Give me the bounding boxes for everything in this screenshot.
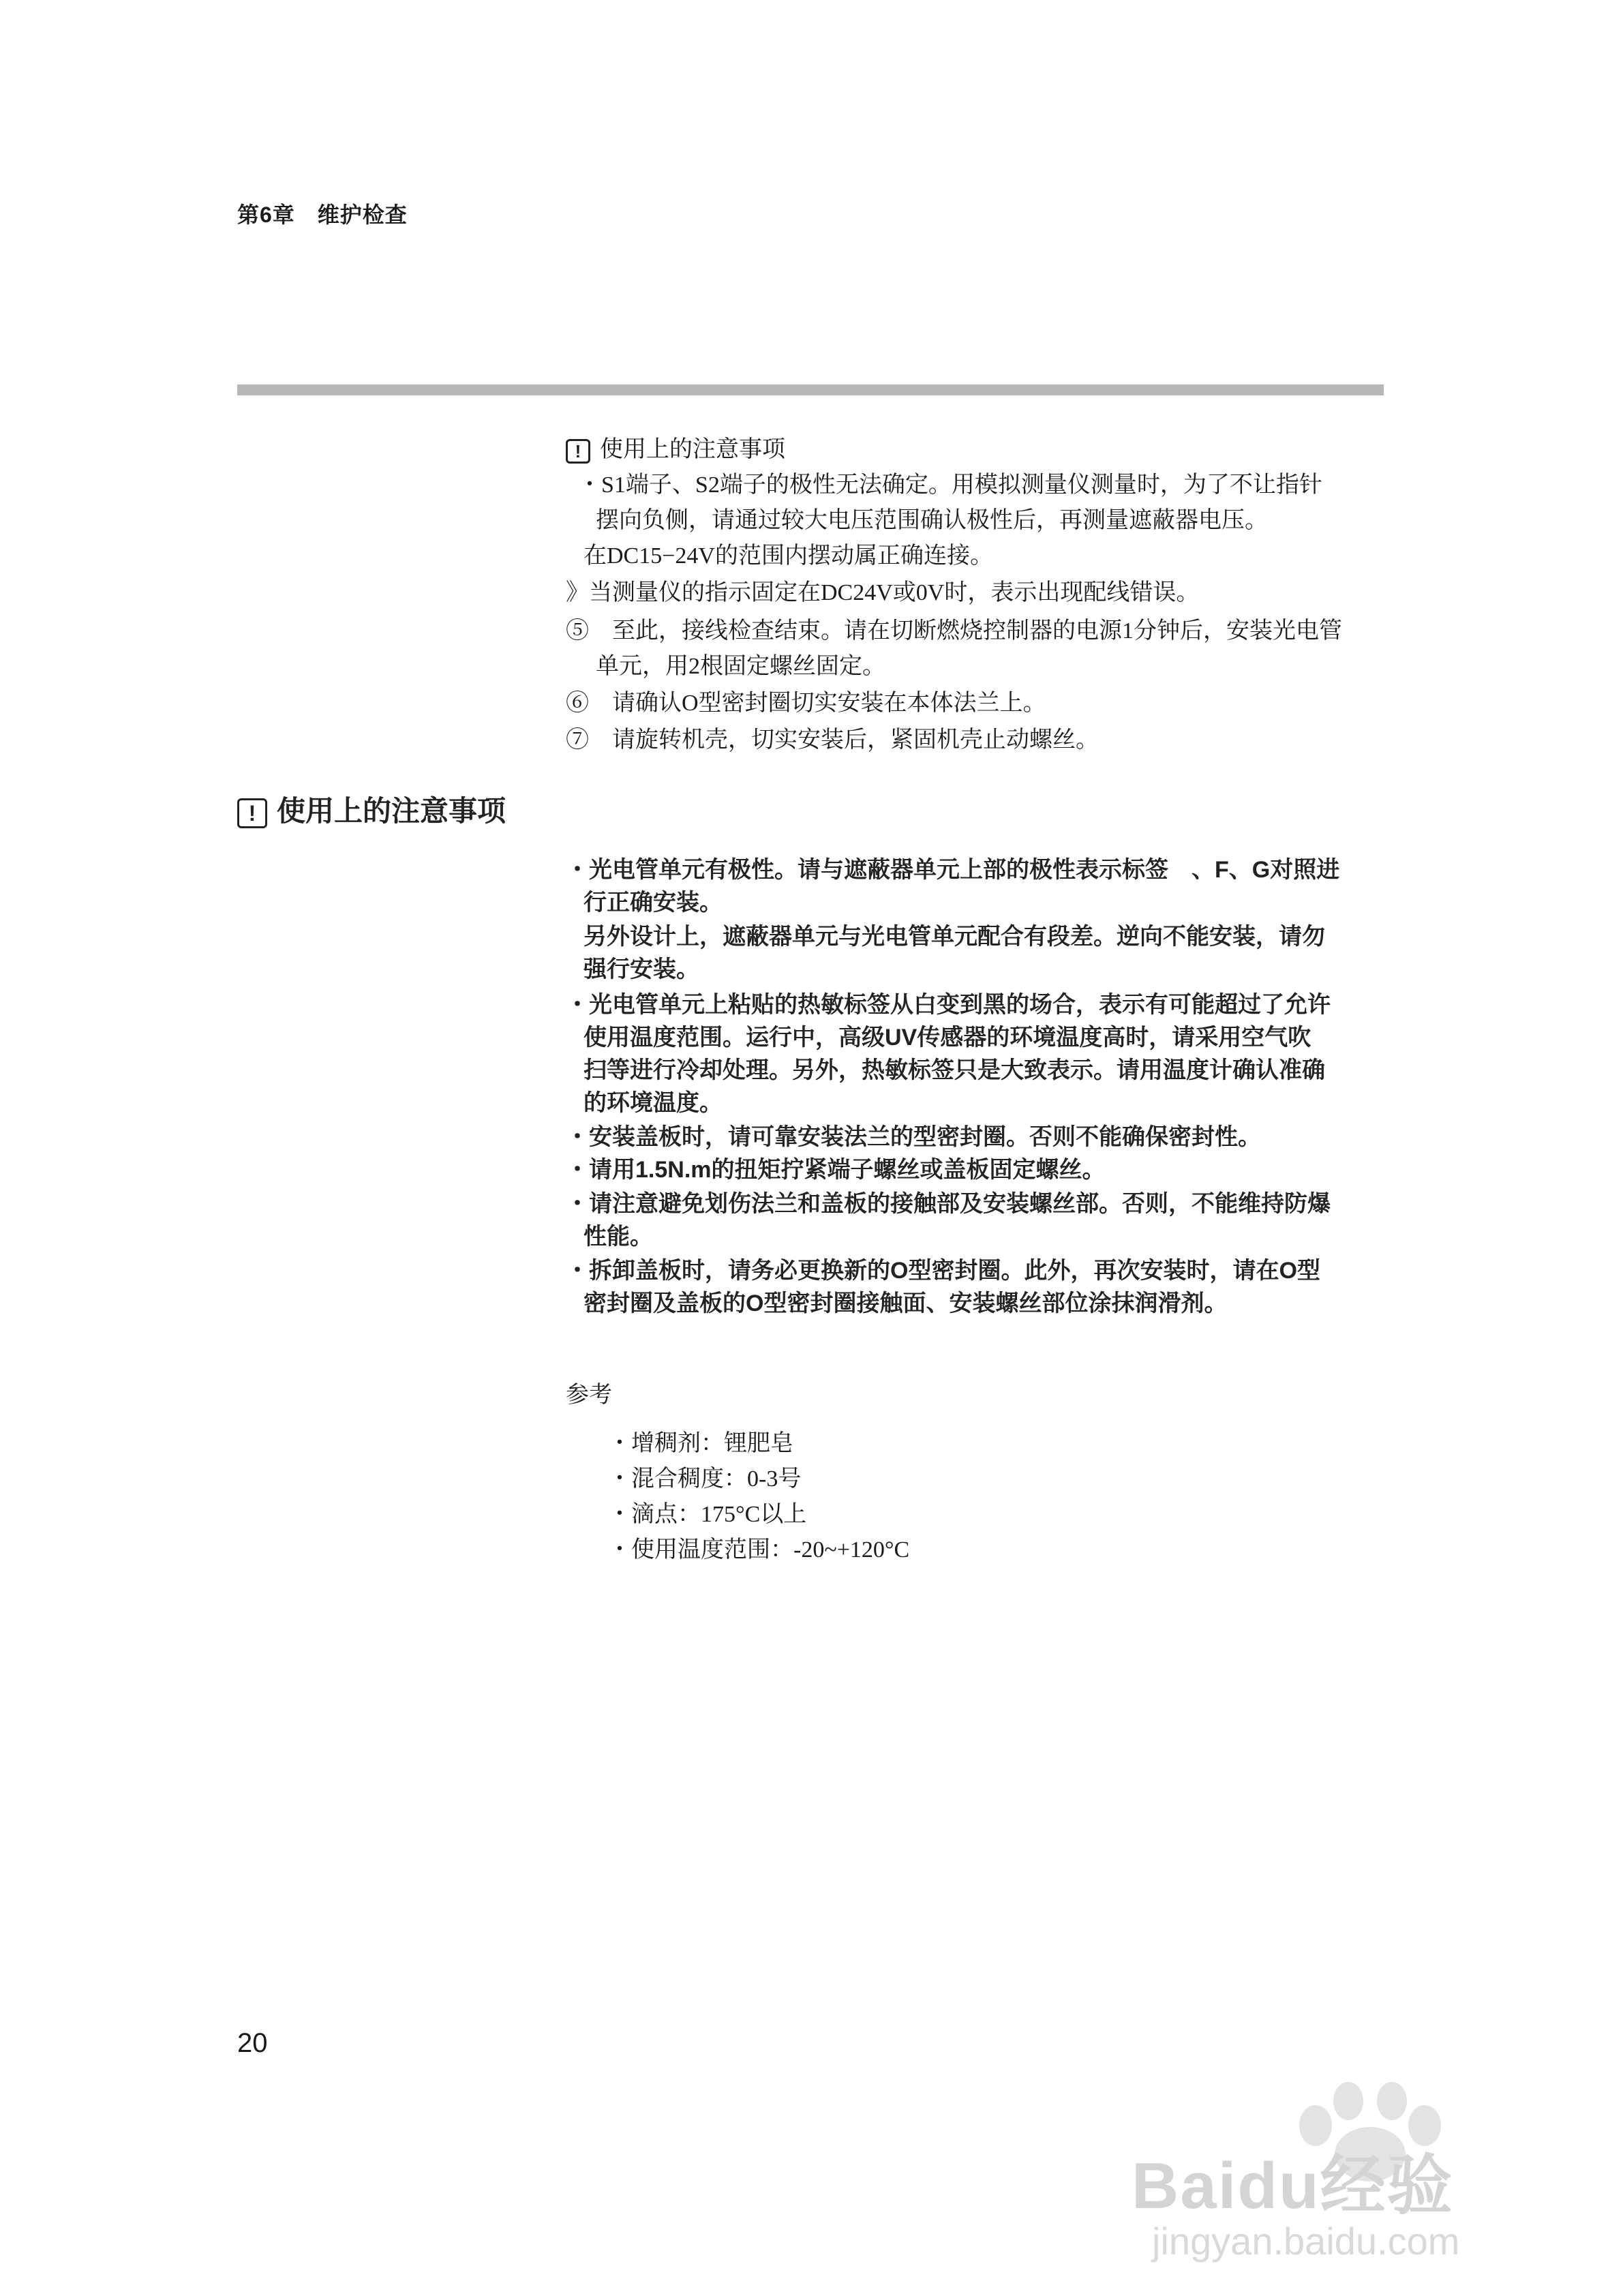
note-title: 使用上的注意事项 [600, 437, 785, 462]
caution-line: 行正确安装。 [583, 890, 723, 916]
caution-line: 密封圈及盖板的O型密封圈接触面、安装螺丝部位涂抹润滑剂。 [583, 1290, 1228, 1316]
caution-line: ・拆卸盖板时，请务必更换新的O型密封圈。此外，再次安装时，请在O型 [566, 1258, 1320, 1284]
caution-line: ・光电管单元有极性。请与遮蔽器单元上部的极性表示标签 、F、G对照进 [566, 857, 1340, 883]
caution-line: ・请用1.5N.m的扭矩拧紧端子螺丝或盖板固定螺丝。 [566, 1157, 1106, 1183]
section-heading [237, 791, 506, 832]
chapter-heading: 第6章 维护检查 [237, 202, 408, 227]
caution-icon: ! [237, 798, 267, 828]
caution-icon: ! [566, 439, 590, 464]
reference-item: ・增稠剂：锂肥皂 [608, 1431, 793, 1456]
watermark-brand: Baidu经验 [1132, 2149, 1454, 2222]
baidu-watermark [1132, 2072, 1513, 2277]
note-line: 摆向负侧，请通过较大电压范围确认极性后，再测量遮蔽器电压。 [596, 508, 1268, 533]
step-7-line: ⑦ 请旋转机壳，切实安装后，紧固机壳止动螺丝。 [566, 727, 1099, 753]
note-line: 在DC15−24V的范围内摆动属正确连接。 [583, 543, 993, 569]
note-heading [566, 434, 785, 466]
caution-line: 强行安装。 [583, 956, 699, 982]
step-5-line: 单元，用2根固定螺丝固定。 [596, 654, 885, 679]
caution-line: 性能。 [583, 1224, 653, 1250]
watermark-url: jingyan.baidu.com [1152, 2220, 1460, 2263]
caution-line: ・光电管单元上粘贴的热敏标签从白变到黑的场合，表示有可能超过了允许 [566, 992, 1331, 1018]
step-6-line: ⑥ 请确认O型密封圈切实安装在本体法兰上。 [566, 691, 1046, 716]
section-title: 使用上的注意事项 [277, 795, 506, 827]
caution-line: ・安装盖板时，请可靠安装法兰的型密封圈。否则不能确保密封性。 [566, 1124, 1261, 1150]
reference-item: ・滴点：175°C以上 [608, 1502, 807, 1527]
step-5-line: ⑤ 至此，接线检查结束。请在切断燃烧控制器的电源1分钟后，安装光电管 [566, 618, 1342, 644]
caution-line: 的环境温度。 [583, 1090, 723, 1116]
caution-line: 另外设计上，遮蔽器单元与光电管单元配合有段差。逆向不能安装，请勿 [583, 924, 1325, 950]
caution-line: 扫等进行冷却处理。另外，热敏标签只是大致表示。请用温度计确认准确 [583, 1057, 1325, 1083]
caution-line: 使用温度范围。运行中，高级UV传感器的环境温度高时，请采用空气吹 [583, 1025, 1311, 1051]
note-line: 》当测量仪的指示固定在DC24V或0V时，表示出现配线错误。 [566, 580, 1200, 605]
note-line: ・S1端子、S2端子的极性无法确定。用模拟测量仪测量时，为了不让指针 [578, 472, 1322, 498]
reference-title: 参考 [566, 1383, 612, 1408]
reference-item: ・混合稠度：0-3号 [608, 1466, 802, 1492]
caution-line: ・请注意避免划伤法兰和盖板的接触部及安装螺丝部。否则，不能维持防爆 [566, 1191, 1331, 1217]
reference-item: ・使用温度范围：-20~+120°C [608, 1537, 910, 1562]
section-divider [237, 384, 1384, 395]
page-number: 20 [237, 2028, 268, 2058]
